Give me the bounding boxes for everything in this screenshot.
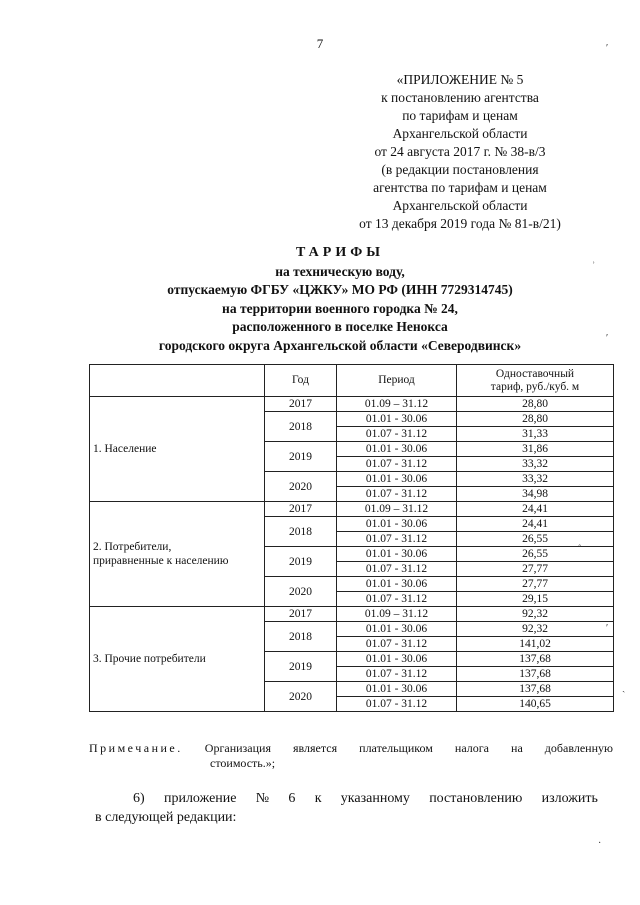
- amendment-paragraph: [95, 789, 598, 827]
- period-cell: 01.01 - 30.06: [337, 517, 457, 532]
- scan-mark: ˳: [578, 536, 582, 547]
- paragraph-word: приложение: [163, 791, 237, 806]
- category-label: 3. Прочие потребители: [93, 653, 206, 665]
- title-line: городского округа Архангельской области «Северодвинск»: [158, 337, 522, 353]
- appendix-line: «ПРИЛОЖЕНИЕ № 5: [396, 72, 524, 87]
- title-line: расположенного в поселке Ненокса: [232, 319, 448, 334]
- title-line: на территории военного городка № 24,: [222, 300, 458, 316]
- year-cell: 2018: [265, 517, 337, 547]
- table-row: [90, 607, 614, 622]
- note-word: налога: [454, 741, 489, 755]
- year-cell: 2018: [265, 412, 337, 442]
- tariff-cell: 140,65: [457, 697, 614, 712]
- tariff-cell: 28,80: [457, 412, 614, 427]
- category-cell: [90, 397, 265, 502]
- year-cell: 2017: [265, 397, 337, 412]
- period-cell: 01.01 - 30.06: [337, 547, 457, 562]
- tariff-cell: 29,15: [457, 592, 614, 607]
- period-cell: 01.07 - 31.12: [337, 427, 457, 442]
- tariff-cell: 24,41: [457, 502, 614, 517]
- paragraph-word: постановлению: [429, 791, 523, 806]
- note-word: плательщиком: [359, 741, 433, 755]
- category-label: 2. Потребители,: [93, 541, 172, 553]
- paragraph-first-line: [95, 789, 598, 808]
- header-tariff: [457, 365, 614, 397]
- period-cell: 01.01 - 30.06: [337, 622, 457, 637]
- period-cell: 01.01 - 30.06: [337, 472, 457, 487]
- tariff-cell: 137,68: [457, 682, 614, 697]
- appendix-header: [330, 71, 590, 233]
- note: [89, 741, 613, 771]
- tariff-cell: 34,98: [457, 487, 614, 502]
- tariff-cell: 33,32: [457, 457, 614, 472]
- note-word: является: [293, 741, 338, 755]
- tariff-cell: 26,55: [457, 547, 614, 562]
- period-cell: 01.07 - 31.12: [337, 532, 457, 547]
- tariff-cell: 26,55: [457, 532, 614, 547]
- tariff-cell: 92,32: [457, 607, 614, 622]
- year-cell: 2019: [265, 652, 337, 682]
- tariff-cell: 28,80: [457, 397, 614, 412]
- period-cell: 01.07 - 31.12: [337, 487, 457, 502]
- paragraph-word: указанному: [340, 791, 410, 806]
- scan-mark: ˒: [592, 256, 596, 267]
- tariff-cell: 141,02: [457, 637, 614, 652]
- tariff-cell: 27,77: [457, 577, 614, 592]
- year-cell: 2020: [265, 577, 337, 607]
- header-period: Период: [337, 365, 457, 397]
- note-word: Организация: [204, 741, 271, 755]
- period-cell: 01.07 - 31.12: [337, 457, 457, 472]
- title-line: отпускаемую ФГБУ «ЦЖКУ» МО РФ (ИНН 7729314745): [167, 282, 513, 297]
- tariff-cell: 31,33: [457, 427, 614, 442]
- category-label: 1. Население: [93, 443, 157, 455]
- appendix-line: Архангельской области: [392, 198, 528, 213]
- appendix-line: агентства по тарифам и ценам: [373, 180, 547, 195]
- table-header-row: [90, 365, 614, 397]
- paragraph-second-line: в следующей редакции:: [95, 810, 237, 825]
- note-label: Примечание.: [89, 741, 183, 755]
- table-row: [90, 397, 614, 412]
- period-cell: 01.07 - 31.12: [337, 562, 457, 577]
- title-subtitle: [60, 263, 620, 356]
- period-cell: 01.01 - 30.06: [337, 577, 457, 592]
- table-row: [90, 502, 614, 517]
- period-cell: 01.09 – 31.12: [337, 607, 457, 622]
- period-cell: 01.01 - 30.06: [337, 412, 457, 427]
- title-line: на техническую воду,: [275, 263, 405, 279]
- category-label: приравненные к населению: [93, 555, 229, 567]
- period-cell: 01.01 - 30.06: [337, 682, 457, 697]
- year-cell: 2020: [265, 472, 337, 502]
- note-word: добавленную: [544, 741, 613, 755]
- page-number: 7: [316, 36, 324, 51]
- tariff-cell: 24,41: [457, 517, 614, 532]
- paragraph-word: к: [314, 791, 322, 806]
- header-tariff-line2: тариф, руб./куб. м: [490, 380, 580, 393]
- paragraph-word: №: [255, 791, 270, 806]
- paragraph-word: изложить: [541, 791, 598, 806]
- year-cell: 2017: [265, 607, 337, 622]
- header-year: Год: [265, 365, 337, 397]
- period-cell: 01.07 - 31.12: [337, 637, 457, 652]
- period-cell: 01.07 - 31.12: [337, 697, 457, 712]
- note-continuation: стоимость.»;: [210, 756, 276, 770]
- scan-mark: ʹ: [606, 623, 609, 634]
- header-tariff-line1: Одноставочный: [495, 367, 575, 380]
- appendix-line: от 13 декабря 2019 года № 81-в/21): [359, 216, 561, 231]
- paragraph-word: 6): [133, 791, 145, 806]
- year-cell: 2019: [265, 442, 337, 472]
- period-cell: 01.07 - 31.12: [337, 592, 457, 607]
- tariff-cell: 137,68: [457, 667, 614, 682]
- header-category: [90, 365, 265, 397]
- scan-mark: ʹ: [606, 43, 609, 54]
- scan-mark: ʹ: [606, 333, 609, 344]
- paragraph-word: 6: [288, 791, 296, 806]
- period-cell: 01.01 - 30.06: [337, 652, 457, 667]
- appendix-line: Архангельской области: [392, 126, 528, 141]
- appendix-line: от 24 августа 2017 г. № 38-в/3: [374, 144, 546, 159]
- year-cell: 2020: [265, 682, 337, 712]
- title-main: ТАРИФЫ: [296, 245, 384, 260]
- tariff-cell: 27,77: [457, 562, 614, 577]
- tariff-cell: 33,32: [457, 472, 614, 487]
- appendix-line: к постановлению агентства: [381, 90, 539, 105]
- tariff-cell: 31,86: [457, 442, 614, 457]
- note-first-line: [89, 741, 613, 756]
- period-cell: 01.01 - 30.06: [337, 442, 457, 457]
- appendix-line: по тарифам и ценам: [402, 108, 518, 123]
- year-cell: 2018: [265, 622, 337, 652]
- year-cell: 2017: [265, 502, 337, 517]
- period-cell: 01.09 – 31.12: [337, 397, 457, 412]
- scan-mark: ·: [598, 838, 602, 849]
- tariff-cell: 137,68: [457, 652, 614, 667]
- period-cell: 01.09 – 31.12: [337, 502, 457, 517]
- year-cell: 2019: [265, 547, 337, 577]
- scan-mark: ˏ: [622, 682, 626, 693]
- note-word: на: [511, 741, 523, 755]
- period-cell: 01.07 - 31.12: [337, 667, 457, 682]
- category-cell: [90, 502, 265, 607]
- tariff-cell: 92,32: [457, 622, 614, 637]
- document-title: [60, 244, 620, 355]
- appendix-line: (в редакции постановления: [381, 162, 539, 177]
- tariff-table: [89, 364, 614, 712]
- category-cell: [90, 607, 265, 712]
